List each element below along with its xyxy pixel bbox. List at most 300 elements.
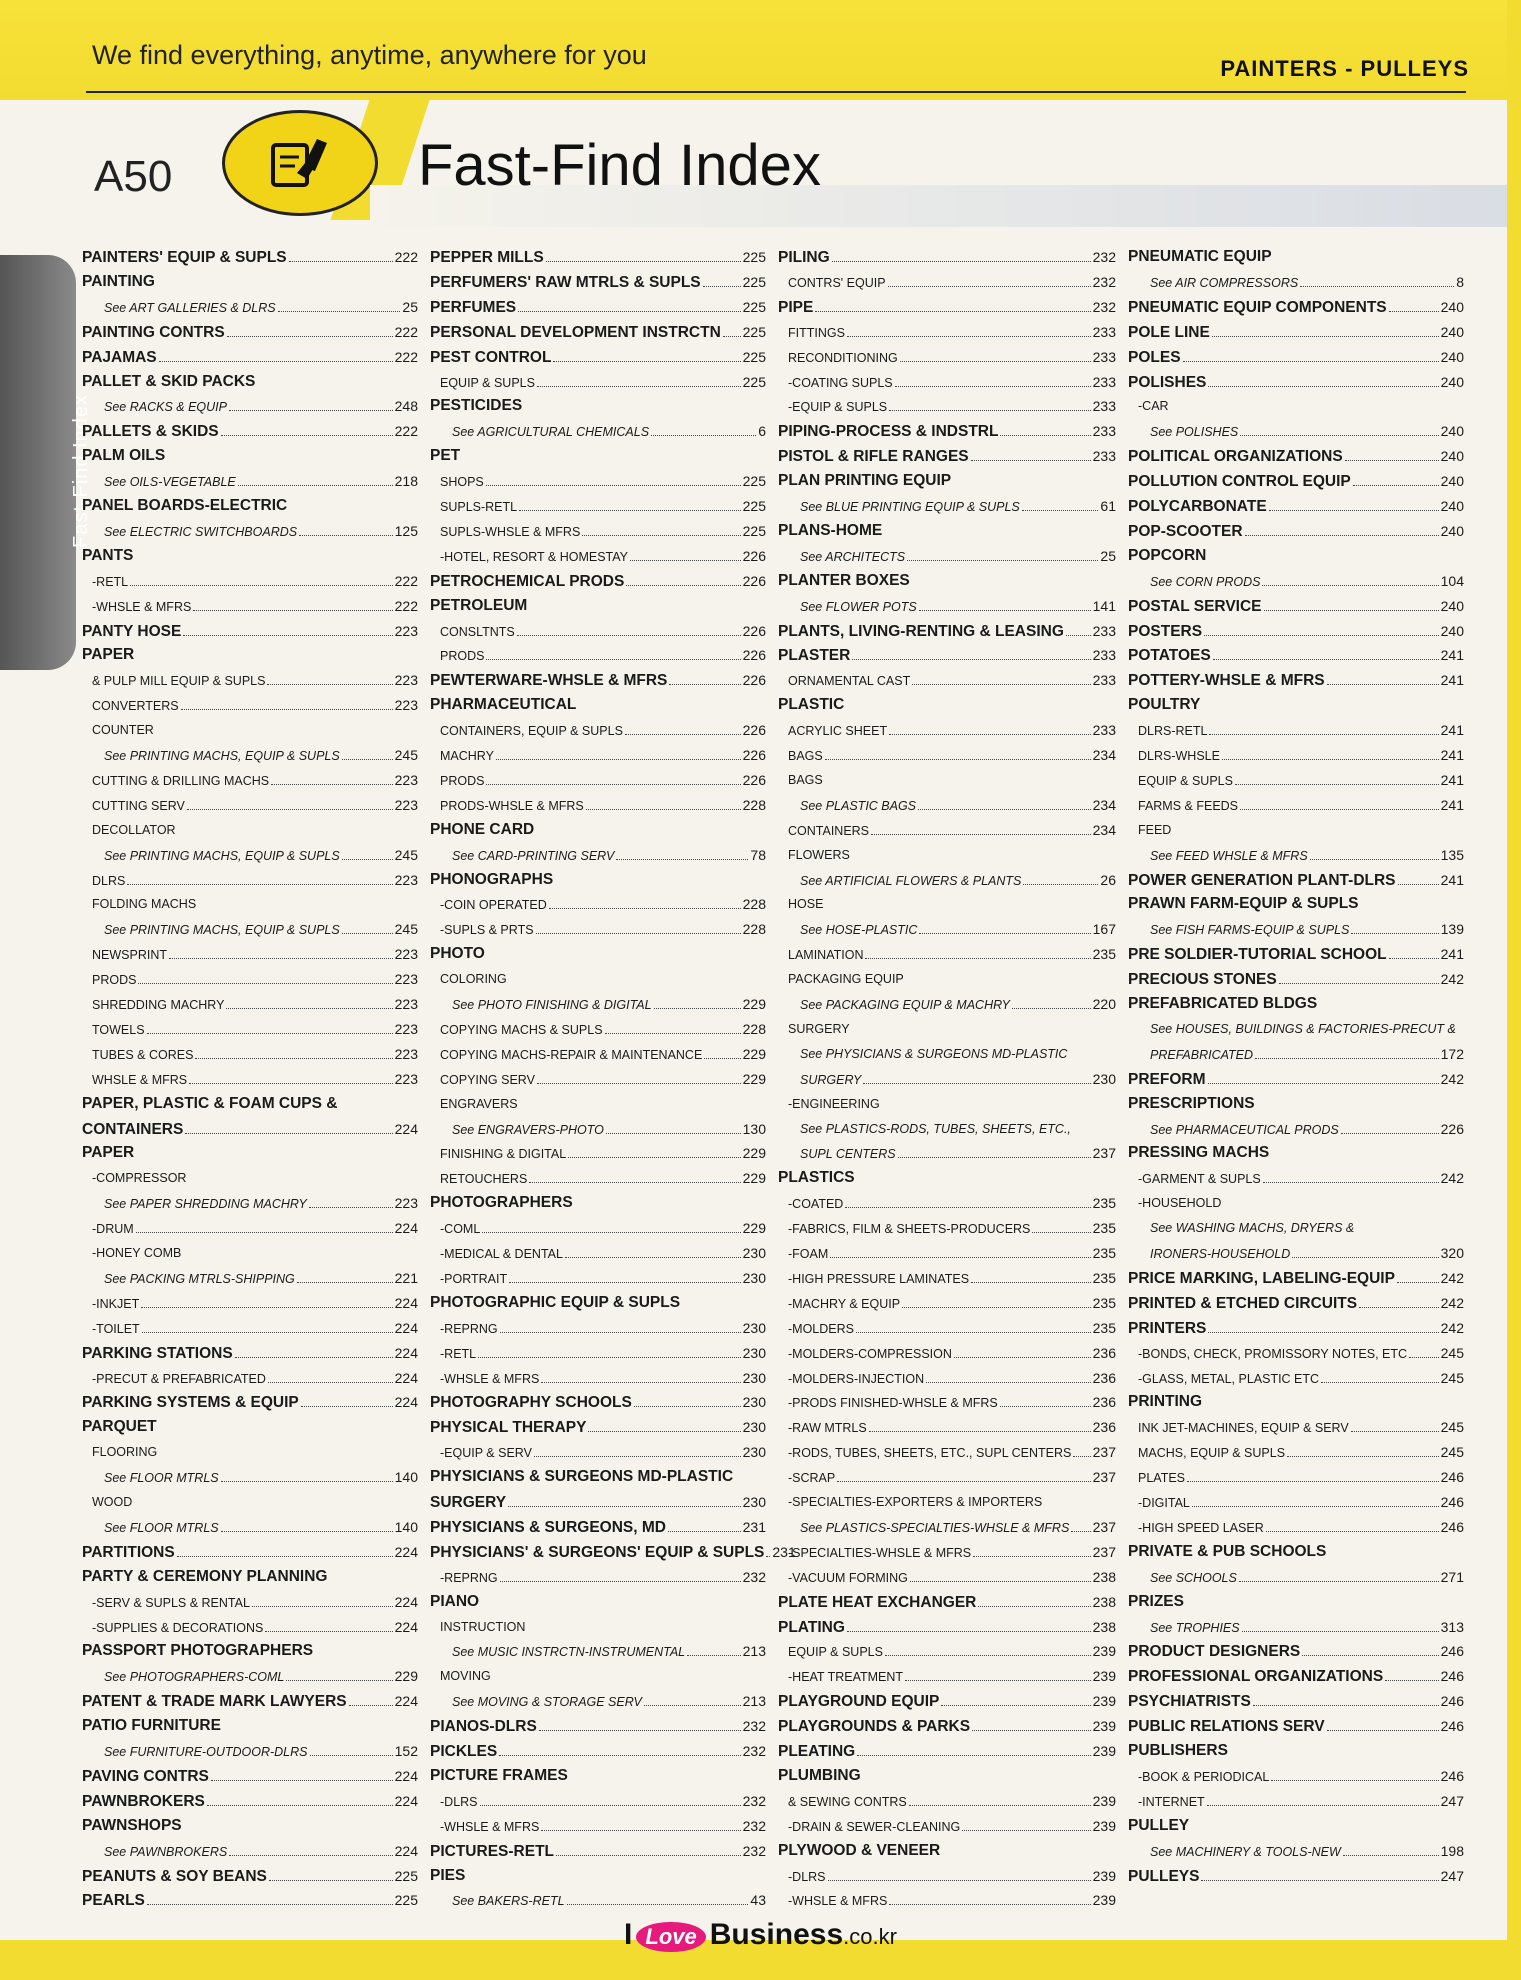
index-heading: [430, 869, 766, 891]
entry-text: FOLDING MACHS: [92, 897, 197, 912]
entry-text: PESTICIDES: [430, 397, 523, 415]
index-heading: [430, 1466, 766, 1488]
leader-dots: [616, 859, 748, 860]
leader-dots: [863, 1083, 1090, 1084]
index-heading: [82, 246, 418, 268]
page-ref: 226: [742, 722, 766, 739]
entry-text: PRESSING MACHS: [1128, 1144, 1270, 1162]
index-subentry: [82, 1491, 418, 1513]
index-subentry: [778, 1018, 1116, 1040]
index-heading: [1128, 993, 1464, 1015]
index-heading: [1128, 1815, 1464, 1837]
page-ref: 224: [394, 1593, 418, 1610]
page-ref: 198: [1440, 1842, 1464, 1859]
entry-text: PLAN PRINTING EQUIP: [778, 472, 952, 490]
index-heading: [1128, 545, 1464, 567]
leader-dots: [177, 1556, 393, 1557]
header-rule: [86, 91, 1466, 93]
entry-text: PRODS: [92, 973, 137, 988]
index-heading: [82, 1889, 418, 1911]
entry-text: See MUSIC INSTRCTN-INSTRUMENTAL: [452, 1645, 686, 1660]
entry-text: -COML: [440, 1222, 481, 1237]
page-ref: 245: [394, 921, 418, 938]
page-ref: 241: [1440, 796, 1464, 813]
entry-text: FLOORING: [92, 1445, 158, 1460]
index-heading: [430, 271, 766, 293]
entry-text: -WHSLE & MFRS: [92, 599, 192, 614]
leader-dots: [900, 361, 1091, 362]
index-crossref: [82, 1267, 418, 1289]
index-subentry: [82, 669, 418, 691]
entry-text: CONTAINERS, EQUIP & SUPLS: [440, 724, 623, 739]
entry-text: See PHOTO FINISHING & DIGITAL: [452, 998, 652, 1012]
index-subentry: [778, 346, 1116, 368]
page-ref: 226: [742, 572, 766, 589]
entry-text: See BAKERS-RETL: [452, 1894, 565, 1909]
entry-text: PANEL BOARDS-ELECTRIC: [82, 497, 288, 514]
index-subentry: [82, 869, 418, 891]
entry-text: -ENGINEERING: [788, 1096, 880, 1111]
page-ref: 236: [1092, 1344, 1116, 1361]
page-ref: 241: [1440, 771, 1464, 788]
page-ref: 223: [394, 946, 418, 963]
entry-text: PEST CONTROL: [430, 348, 552, 366]
index-subentry: [778, 1466, 1116, 1488]
page-ref: 61: [1100, 498, 1116, 514]
leader-dots: [723, 336, 741, 337]
page-ref: 242: [1440, 1170, 1464, 1187]
index-heading: [1128, 495, 1464, 517]
leader-dots: [546, 261, 741, 262]
index-heading: [82, 1815, 418, 1837]
index-subentry: [778, 968, 1116, 990]
entry-text: PAINTING: [82, 272, 155, 290]
page-ref: 238: [1092, 1618, 1116, 1635]
entry-text: PHOTO: [430, 945, 485, 963]
index-heading: [430, 296, 766, 318]
leader-dots: [889, 1904, 1090, 1905]
entry-text: See ARCHITECTS: [800, 549, 906, 564]
index-subentry: [82, 1292, 418, 1314]
entry-text: See BLUE PRINTING EQUIP & SUPLS: [800, 500, 1020, 514]
leader-dots: [1300, 286, 1454, 287]
page-ref: 226: [742, 647, 766, 664]
entry-text: PRICE MARKING, LABELING-EQUIP: [1128, 1269, 1395, 1287]
index-subentry: [778, 1865, 1116, 1887]
index-subentry: [778, 1342, 1116, 1364]
leader-dots: [1327, 684, 1439, 685]
index-subentry: [1128, 1367, 1464, 1389]
leader-dots: [229, 1855, 392, 1856]
leader-dots: [962, 1830, 1090, 1831]
page-ref: 223: [394, 672, 418, 689]
leader-dots: [1351, 1431, 1439, 1432]
index-crossref: [82, 520, 418, 542]
leader-dots: [1266, 1531, 1439, 1532]
page-ref: 236: [1092, 1419, 1116, 1436]
leader-dots: [1242, 1631, 1439, 1632]
page-ref: 230: [742, 1319, 766, 1336]
leader-dots: [669, 684, 740, 685]
entry-text: PROFESSIONAL ORGANIZATIONS: [1128, 1668, 1384, 1686]
page-ref: 240: [1440, 473, 1464, 490]
index-crossref: [82, 395, 418, 417]
index-subentry: [778, 1367, 1116, 1389]
index-crossref: [778, 869, 1116, 891]
page-ref: 231: [772, 1543, 796, 1560]
leader-dots: [1269, 510, 1439, 511]
entry-text: POLLUTION CONTROL EQUIP: [1128, 473, 1351, 491]
leader-dots: [567, 1904, 749, 1905]
entry-text: -HOUSEHOLD: [1138, 1196, 1222, 1211]
leader-dots: [147, 1904, 393, 1905]
side-tab-label: Fast-Find Index: [70, 394, 92, 548]
entry-text: See PHARMACEUTICAL PRODS: [1150, 1122, 1339, 1137]
page-ref: 225: [742, 348, 766, 365]
entry-text: PAINTERS' EQUIP & SUPLS: [82, 249, 287, 266]
entry-text: COPYING SERV: [440, 1072, 535, 1087]
index-heading: [1128, 470, 1464, 492]
leader-dots: [1032, 1232, 1090, 1233]
entry-text: SUPL CENTERS: [800, 1147, 896, 1162]
entry-text: -SUPPLIES & DECORATIONS: [92, 1620, 264, 1635]
page-ref: 225: [742, 249, 766, 265]
page-ref: 232: [1092, 249, 1116, 265]
leader-dots: [181, 709, 393, 710]
index-heading: [82, 1690, 418, 1712]
entry-text: PLASTIC: [778, 696, 845, 714]
page-ref: 152: [394, 1743, 418, 1759]
index-subentry: [1128, 1192, 1464, 1214]
leader-dots: [954, 1357, 1091, 1358]
leader-dots: [973, 1556, 1091, 1557]
index-subentry: [1128, 744, 1464, 766]
page-ref: 26: [1100, 871, 1116, 888]
entry-text: EQUIP & SUPLS: [440, 375, 535, 390]
index-subentry: [82, 769, 418, 791]
page-ref: 224: [394, 1120, 418, 1137]
leader-dots: [268, 1382, 393, 1383]
footer-i: I: [624, 1918, 633, 1951]
index-heading: [82, 321, 418, 343]
page-ref: 232: [742, 1842, 766, 1859]
page-ref: 230: [742, 1444, 766, 1461]
footer-domain: .co.kr: [843, 1924, 897, 1949]
entry-text: -DLRS: [440, 1794, 478, 1809]
index-heading: [1128, 1068, 1464, 1090]
page-ref: 141: [1092, 597, 1116, 614]
entry-text: PAINTING CONTRS: [82, 323, 225, 341]
entry-text: -GARMENT & SUPLS: [1138, 1172, 1261, 1187]
page-ref: 242: [1440, 1319, 1464, 1336]
index-subentry: [778, 1566, 1116, 1588]
leader-dots: [889, 410, 1091, 411]
index-heading: [430, 1491, 766, 1513]
index-heading: [82, 1342, 418, 1364]
entry-text: PLYWOOD & VENEER: [778, 1841, 941, 1859]
heart-love-icon: Love: [636, 1922, 705, 1952]
entry-text: PERFUMERS' RAW MTRLS & SUPLS: [430, 273, 701, 291]
leader-dots: [837, 1481, 1090, 1482]
page-ref: 223: [394, 871, 418, 888]
entry-text: See PAPER SHREDDING MACHRY: [104, 1197, 307, 1212]
entry-text: PLATING: [778, 1618, 845, 1636]
index-heading: [82, 371, 418, 393]
index-subentry: [82, 570, 418, 592]
index-heading: [430, 1765, 766, 1787]
leader-dots: [919, 933, 1090, 934]
leader-dots: [1066, 635, 1091, 636]
entry-text: PACKAGING EQUIP: [788, 972, 904, 987]
index-crossref: [778, 1068, 1116, 1090]
page-ref: 239: [1092, 1643, 1116, 1660]
page-ref: 224: [394, 1369, 418, 1386]
leader-dots: [221, 1481, 393, 1482]
leader-dots: [865, 958, 1090, 959]
leader-dots: [907, 560, 1098, 561]
entry-text: PRODS: [440, 773, 485, 788]
index-subentry: [82, 1591, 418, 1613]
leader-dots: [342, 933, 393, 934]
index-subentry: [1128, 1491, 1464, 1513]
leader-dots: [704, 1058, 740, 1059]
entry-text: PIES: [430, 1866, 466, 1884]
entry-text: DLRS: [92, 873, 126, 888]
index-heading: [430, 1192, 766, 1214]
index-subentry: [778, 1391, 1116, 1413]
index-crossref: [1128, 570, 1464, 592]
page-ref: 223: [394, 796, 418, 813]
entry-text: See ARTIFICIAL FLOWERS & PLANTS: [800, 873, 1022, 888]
index-subentry: [778, 1317, 1116, 1339]
leader-dots: [517, 635, 741, 636]
page-ref: 224: [394, 1319, 418, 1336]
entry-text: See MACHINERY & TOOLS-NEW: [1150, 1844, 1341, 1859]
index-subentry: [430, 495, 766, 517]
index-subentry: [430, 1267, 766, 1289]
page-ref: 234: [1092, 796, 1116, 813]
index-subentry: [430, 1167, 766, 1189]
leader-dots: [187, 809, 393, 810]
page-ref: 228: [742, 796, 766, 813]
page-title: Fast-Find Index: [418, 133, 821, 198]
leader-dots: [541, 1382, 740, 1383]
index-subentry: [82, 1018, 418, 1040]
entry-text: TOWELS: [92, 1022, 145, 1037]
page-ref: 271: [1440, 1568, 1464, 1585]
index-subentry: [430, 1790, 766, 1812]
page-ref: 224: [394, 1618, 418, 1635]
entry-text: See PHYSICIANS & SURGEONS MD-PLASTIC: [800, 1046, 1068, 1061]
index-crossref: [82, 296, 418, 318]
page-ref: 233: [1092, 423, 1116, 440]
page-ref: 232: [742, 1792, 766, 1809]
index-heading: [82, 620, 418, 642]
entry-text: CONTAINERS: [788, 823, 870, 838]
entry-text: PHARMACEUTICAL: [430, 696, 577, 714]
entry-text: PAWNSHOPS: [82, 1816, 182, 1834]
page-number: A50: [94, 152, 173, 201]
entry-text: POSTERS: [1128, 622, 1203, 640]
entry-text: -WHSLE & MFRS: [788, 1894, 888, 1909]
page-ref: 167: [1092, 921, 1116, 938]
entry-text: PICKLES: [430, 1743, 498, 1760]
leader-dots: [1207, 1805, 1439, 1806]
entry-text: PANTY HOSE: [82, 622, 182, 640]
entry-text: -PRODS FINISHED-WHSLE & MFRS: [788, 1396, 998, 1411]
entry-text: -RAW MTRLS: [788, 1421, 867, 1436]
page-ref: 229: [742, 1170, 766, 1187]
index-logo: [222, 110, 378, 216]
leader-dots: [919, 610, 1091, 611]
page-ref: 241: [1440, 747, 1464, 763]
page-ref: 237: [1092, 1145, 1116, 1162]
leader-dots: [1209, 734, 1438, 735]
index-heading: [82, 644, 418, 666]
page-ref: 223: [394, 996, 418, 1012]
leader-dots: [1023, 884, 1098, 885]
leader-dots: [1351, 933, 1438, 934]
index-subentry: [778, 1416, 1116, 1438]
page-ref: 233: [1092, 398, 1116, 415]
index-subentry: [430, 1093, 766, 1115]
index-heading: [778, 1715, 1116, 1737]
leader-dots: [227, 336, 393, 337]
leader-dots: [1245, 535, 1439, 536]
entry-text: PETROLEUM: [430, 596, 528, 614]
index-crossref: [1128, 1840, 1464, 1862]
page-ref: 222: [394, 597, 418, 614]
entry-text: BAGS: [788, 772, 823, 787]
index-subentry: [778, 1815, 1116, 1837]
page-ref: 235: [1092, 1245, 1116, 1261]
index-crossref: [778, 1118, 1116, 1140]
page-ref: 242: [1440, 1070, 1464, 1087]
leader-dots: [183, 635, 392, 636]
index-heading: [1128, 1317, 1464, 1339]
page-ref: 223: [394, 1195, 418, 1212]
page-ref: 246: [1440, 1469, 1464, 1486]
index-subentry: [82, 1441, 418, 1463]
entry-text: PRIVATE & PUB SCHOOLS: [1128, 1542, 1327, 1560]
page-ref: 235: [1092, 1220, 1116, 1237]
page-ref: 236: [1092, 1394, 1116, 1411]
entry-text: MACHS, EQUIP & SUPLS: [1138, 1446, 1286, 1461]
leader-dots: [582, 535, 740, 536]
entry-text: PARKING SYSTEMS & EQUIP: [82, 1394, 299, 1412]
index-heading: [778, 570, 1116, 592]
index-heading: [430, 1591, 766, 1613]
leader-dots: [500, 1332, 741, 1333]
entry-text: POWER GENERATION PLANT-DLRS: [1128, 871, 1396, 889]
entry-text: WOOD: [92, 1495, 133, 1509]
leader-dots: [852, 659, 1090, 660]
page-ref: 229: [742, 1220, 766, 1237]
leader-dots: [845, 1207, 1090, 1208]
index-heading: [1128, 1740, 1464, 1762]
index-crossref: [82, 918, 418, 940]
page-ref: 213: [742, 1693, 766, 1710]
entry-text: -REPRNG: [440, 1321, 498, 1336]
index-heading: [1128, 1142, 1464, 1164]
page-ref: 242: [1440, 1294, 1464, 1311]
index-crossref: [82, 1840, 418, 1862]
page-ref: 237: [1092, 1543, 1116, 1560]
leader-dots: [1253, 1705, 1439, 1706]
index-heading: [1128, 296, 1464, 318]
page-ref: 230: [742, 1269, 766, 1286]
entry-text: PULLEY: [1128, 1816, 1190, 1834]
index-subentry: [430, 1665, 766, 1687]
page-ref: 229: [394, 1668, 418, 1685]
entry-text: FLOWERS: [788, 847, 850, 862]
index-subentry: [778, 1242, 1116, 1264]
index-subentry: [778, 1441, 1116, 1463]
index-heading: [82, 1391, 418, 1413]
index-subentry: [778, 719, 1116, 741]
page-ref: 241: [1440, 672, 1464, 689]
leader-dots: [766, 1556, 770, 1557]
index-subentry: [430, 968, 766, 990]
leader-dots: [529, 1182, 740, 1183]
index-crossref: [1128, 1018, 1464, 1040]
entry-text: POPCORN: [1128, 546, 1207, 564]
entry-text: PARTITIONS: [82, 1543, 175, 1561]
index-heading: [1128, 1267, 1464, 1289]
leader-dots: [625, 734, 741, 735]
entry-text: ORNAMENTAL CAST: [788, 674, 911, 689]
index-heading: [778, 620, 1116, 642]
entry-text: See HOUSES, BUILDINGS & FACTORIES-PRECUT &: [1150, 1021, 1456, 1036]
entry-text: See FISH FARMS-EQUIP & SUPLS: [1150, 923, 1350, 938]
leader-dots: [651, 435, 756, 436]
index-crossref: [1128, 918, 1464, 940]
entry-text: SUPLS-WHSLE & MFRS: [440, 524, 581, 539]
leader-dots: [1264, 610, 1439, 611]
index-heading: [430, 445, 766, 467]
leader-dots: [1012, 1008, 1091, 1009]
page-ref: 225: [742, 522, 766, 539]
page-ref: 224: [394, 1294, 418, 1311]
page-ref: 224: [394, 1220, 418, 1237]
index-heading: [82, 1790, 418, 1812]
entry-text: PHYSICIANS' & SURGEONS' EQUIP & SUPLS: [430, 1543, 765, 1561]
index-subentry: [430, 1068, 766, 1090]
leader-dots: [1398, 884, 1439, 885]
entry-text: -WHSLE & MFRS: [440, 1819, 540, 1834]
index-subentry: [1128, 1441, 1464, 1463]
entry-text: -COATED: [788, 1197, 844, 1212]
leader-dots: [1389, 311, 1439, 312]
index-subentry: [778, 1491, 1116, 1513]
leader-dots: [1240, 809, 1439, 810]
entry-text: PISTOL & RIFLE RANGES: [778, 448, 969, 466]
page-ref: 241: [1440, 946, 1464, 963]
index-heading: [1128, 943, 1464, 965]
entry-text: See PRINTING MACHS, EQUIP & SUPLS: [104, 923, 340, 938]
leader-dots: [556, 1855, 741, 1856]
index-crossref: [82, 1192, 418, 1214]
entry-text: EQUIP & SUPLS: [788, 1645, 883, 1660]
entry-text: POLE LINE: [1128, 323, 1210, 341]
leader-dots: [1212, 336, 1439, 337]
leader-dots: [195, 1058, 392, 1059]
index-subentry: [430, 1367, 766, 1389]
index-crossref: [1128, 1043, 1464, 1065]
entry-text: -RETL: [440, 1346, 477, 1361]
index-heading: [430, 1740, 766, 1762]
leader-dots: [299, 535, 393, 536]
